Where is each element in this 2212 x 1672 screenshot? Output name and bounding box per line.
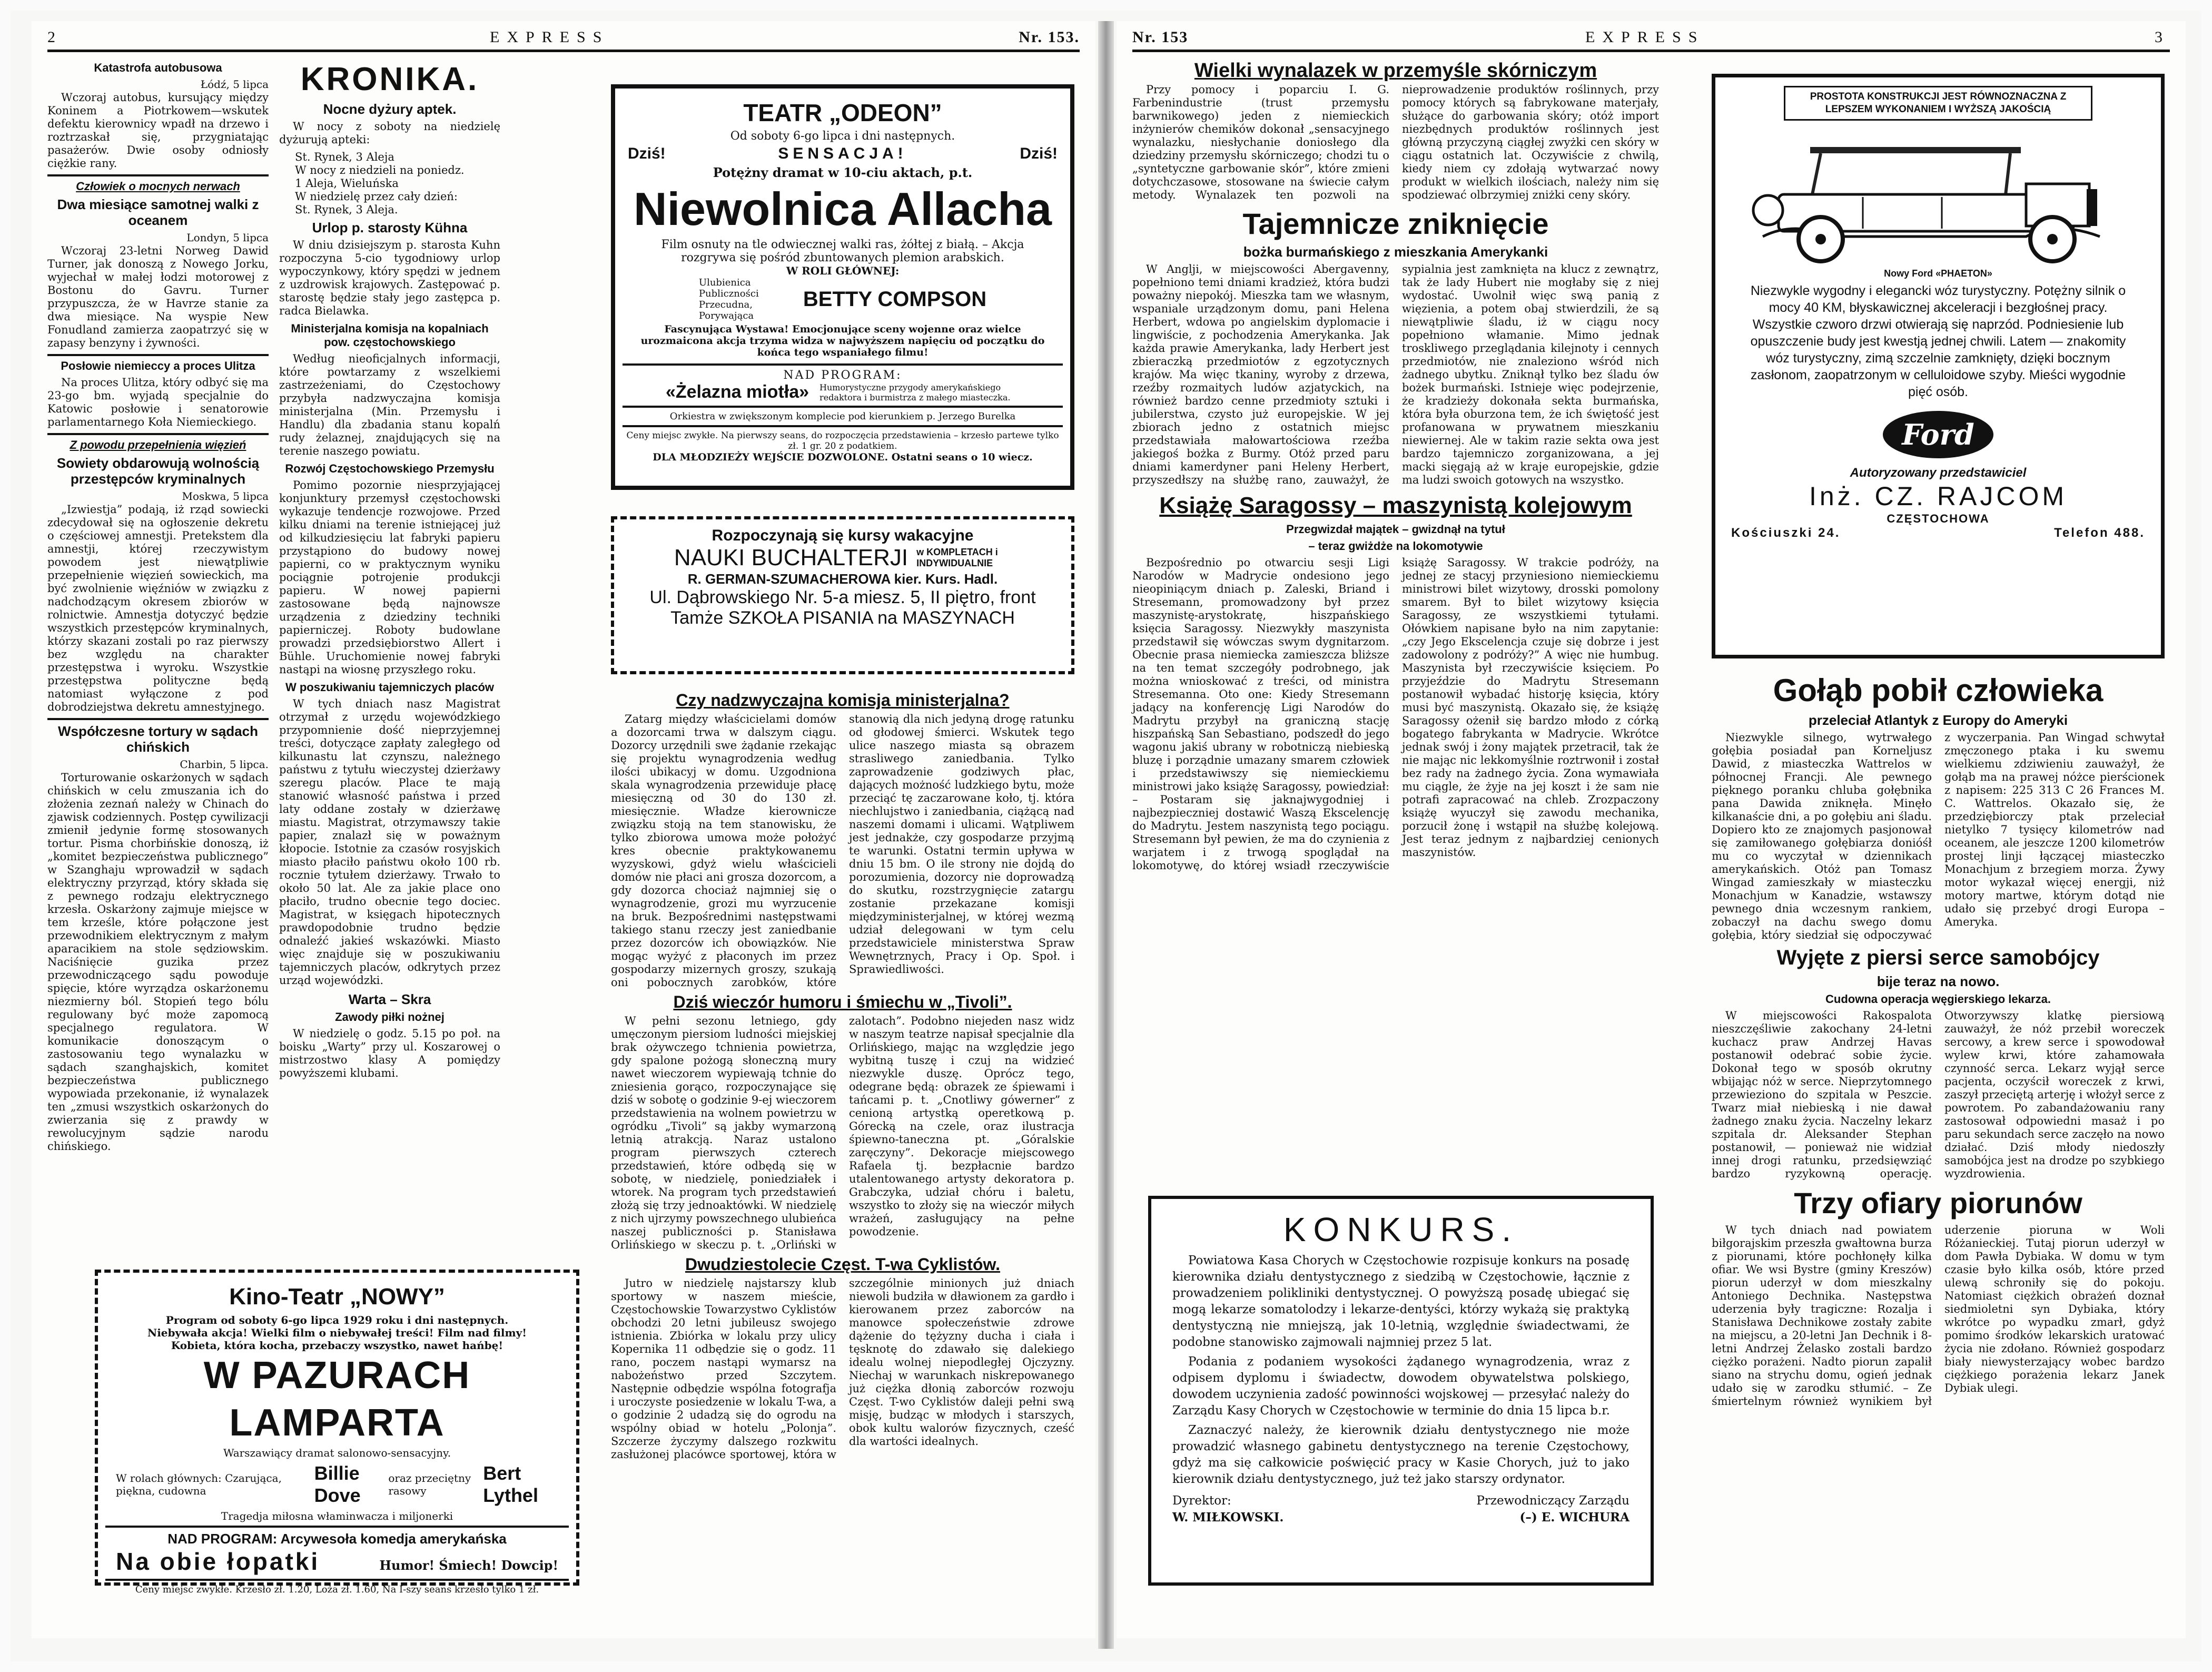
article-text: Torturowanie oskarżonych w sądach chińskich w celu zmuszania ich do złożenia zeznań należy w Chinach do zjawisk codziennych. Postęp cywilizacji zmienił jedynie formę stosowanych tortur. Pisma chorbińskie donoszą, iż „komitet bezpieczeństwa publicznego” w Szanghaju wprowadził w sądach elektryczny przyrząd, który składa się z pewnego rodzaju elektrycznego krzesła. Oskarżony zajmuje miejsce w tem krześle, które połączone jest przewodnikiem elektrycznym z małym aparacikiem na stole sędziowskim. Naciśnięcie guzika przez przewodniczącego sądu powoduje spięcie, które wyrządza oskarżonemu niezmierny ból. Stopień tego bólu regulowany być może zapomocą specjalnego regulatora. W komunikacie donoszącym o zastosowaniu tego wynalazku w sądach szanghajskich, komitet bezpieczeństwa publicznego wypowiada przekonanie, iż wynalazek ten „zmusi wszystkich oskarżonych do zwierzania się z prawdy w rewolucyjnym sądzie narodu chińskiego.	[47, 771, 269, 1153]
subheadline: Cudowna operacja węgierskiego lekarza.	[1825, 992, 2051, 1006]
ad-word: Dziś!	[628, 145, 666, 162]
film-title: W PAZURACH LAMPARTA	[203, 1354, 471, 1444]
article-text: Bezpośrednio po otwarciu sesji Ligi Narodów w Madrycie ondesiono jego nieopiniącym dniach p. Zaleski, Briand i Stresemann, promowadzony był przez maszynistę-arystokratę, hiszpańskiego księcia Saragossy. Niezwykły maszynista przedstawił się wówczas swym dygnitarzom. Obecnie prasa niemiecka zamieszcza bliższe na ten temat szczegóły podrobnego, jak można wnioskować z treści, od ministra Stresemanna. Oto one: Kiedy Stresemann jadący na konferencję Ligi Narodów do Madrytu przybył na graniczną stację hiszpańską San Sebastiano, podszedł do jego wagonu jakiś ubrany w robotniczą niebieską bluzę i porządnie umazany smarem człowiek i przedstawiwszy się niemieckiemu ministrowi jako książę Saragossy, powiedział: – Postaram się jaknajwygodniej i najbezpieczniej dostawić Waszą Ekscelencję do Madrytu. Jestem naszynistą tego pociągu. Stresemann był pewien, że ma do czynienia z warjatem i z trwogą spoglądał na lokomotywę, do której wsiadł rzeczywiście książę Saragossy. W trakcie podróży, na jednej ze stacyj przyniesiono niemieckiemu ministrowi bilet wizytowy, drosski pomolony smarem. Był to bilet wizytowy księcia Saragossy, ze wszystkiemi tytułami. Ołówkiem napisane było na nim zapytanie: „czy Jego Ekscelencja czuje się dobrze i jest zadowolony z podróży?” A więc nie humbug. Maszynista był rzeczywiście księciem. Po przyjeździe do Madrytu Stresemann postanowił wybadać historję księcia, który musi być maszynistą. Okazało się, że książę Saragossy ożenił się bardzo młodo z córką bogatego fabrykanta w Madrycie. Wkrótce jednak swój i żony majątek przetracił, tak że nie mając nic lekkomyślnie roztrwonił i został bez rady na żadnego życia. Zona wymawiała mu ciągle, że żyje na jej koszt i że sam nie potrafi zapracować na chleb. Zrozpaczony książę wyuczył się zawodu mechanika, porzucił żonę i wstąpił na służbę kolejową. Jest teraz jednym z najbardziej cenionych maszynistów.	[1132, 556, 1659, 872]
dateline: Moskwa, 5 lipca	[182, 490, 269, 503]
dealer-phone: Telefon 488.	[2054, 526, 2145, 540]
subheadline: przeleciał Atlantyk z Europy do Ameryki	[1808, 712, 2068, 728]
divider	[623, 425, 1063, 427]
subheadline: Przegwizdał majątek – gwizdnął na tytuł	[1286, 523, 1505, 536]
ad-line: Program od soboty 6-go lipca 1929 roku i dni następnych.	[165, 1314, 509, 1326]
kino-nowy-ad	[95, 1270, 579, 1595]
signature-name: W. MIŁKOWSKI.	[1172, 1510, 1284, 1525]
ad-line: W ROLI GŁÓWNEJ:	[786, 264, 900, 277]
list-item: 1 Aleja, Wieluńska	[295, 177, 399, 190]
headline: Współczesne tortury w sądach chińskich	[58, 723, 258, 755]
notice-text: Powiatowa Kasa Chorych w Częstochowie rozpisuje konkurs na posadę kierownika działu dentystycznego z siedzibą w Częstochowie, łącznie z prowadzeniem polikliniki dentystycznej. O powyższą posadę ubiegać się mogą lekarze somatolodzy i lekarze-dentyści, którzy wykażą się praktyką dentystyczną nie mniejszą, jak 10-letnią, względnie świadectwami, że podobne stanowisko zajmowali najmniej przez 5 lat.	[1172, 1254, 1630, 1349]
subheadline: – teraz gwiżdże na lokomotywie	[1308, 539, 1483, 553]
ad-tagline: PROSTOTA KONSTRUKCJI JEST RÓWNOZNACZNA Z LEPSZEM WYKONANIEM I WYŻSZĄ JAKOŚCIĄ	[1810, 91, 2067, 115]
dateline: Charbin, 5 lipca.	[180, 758, 269, 771]
ad-line: oraz przeciętny rasowy	[388, 1472, 471, 1497]
ad-tagline-box	[1784, 86, 2092, 121]
ad-line: NAUKI BUCHALTERJI	[674, 545, 908, 571]
subheadline: Zawody piłki nożnej	[335, 1010, 445, 1024]
kicker: Człowiek o mocnych nerwach	[76, 180, 240, 193]
headline: Tajemnicze zniknięcie	[1242, 207, 1549, 240]
ad-line: Niebywała akcja! Wielki film o niebywałej treści! Film nad filmy!	[147, 1326, 527, 1339]
ad-line: Tragedja miłosna właminwacza i miljonerki	[221, 1510, 453, 1522]
ad-line: NAD PROGRAM:	[783, 369, 902, 382]
signature-name: (–) E. WICHURA	[1519, 1510, 1630, 1525]
ad-line: W rolach głównych: Czarująca, piękna, cudowna	[116, 1472, 282, 1497]
newspaper-spread	[11, 11, 2201, 1661]
ad-line: Film osnuty na tle odwiecznej walki ras, żółtej z białą. – Akcja rozgrywa się pośród zbuntowanych plemion arabskich.	[661, 238, 1024, 264]
subheadline: bożka burmańskiego z mieszkania Amerykanki	[1243, 244, 1548, 260]
ad-line: Kobieta, która kocha, przebaczy wszystko, nawet hańbę!	[171, 1339, 503, 1352]
headline: Katastrofa autobusowa	[94, 61, 222, 74]
star-name: BETTY COMPSON	[803, 287, 987, 311]
headline: Ministerjalna komisja na kopalniach pow. częstochowskiego	[291, 322, 489, 349]
film-title: Niewolnica Allacha	[634, 183, 1052, 235]
ad-line: R. GERMAN-SZUMACHEROWA kier. Kurs. Hadl.	[687, 571, 998, 587]
ad-word: Dziś!	[1020, 145, 1058, 162]
ad-text: Niezwykle wygodny i elegancki wóz turystyczny. Potężny silnik o mocy 40 KM, błyskawicznej akceleracji i bezgłośnej pracy. Wszystkie czworo drzwi otwierają się naprzód. Podniesienie lub opuszczenie budy jest kwestją jednej chwili. Latem — znakomity wóz turystyczny, zimą szczelnie zamknięty, dzięki bocznym zasłonom, zaopatrzonym w celluloidowe szyby. Mieści wygodnie pięć osób.	[1750, 283, 2126, 399]
kicker: Z powodu przepełnienia więzień	[70, 438, 246, 451]
left-header	[47, 26, 1080, 52]
divider	[47, 718, 269, 720]
ad-line: Fascynująca Wystawa! Emocjonujące sceny wojenne oraz wielce urozmaicona akcja trzyma widza w najwyższem napięciu od początku do końca tego wspaniałego filmu!	[640, 323, 1045, 358]
course-line	[626, 545, 1060, 571]
ad-line: Orkiestra w zwiększonym komplecie pod kierunkiem p. Jerzego Burelka	[669, 411, 1016, 422]
headline: Dwudziestolecie Częst. T-wa Cyklistów.	[685, 1255, 1001, 1274]
article-text: W miejscowości Rakospalota nieszczęśliwie zakochany 24-letni kuchacz praw Andrzej Havas postanowił odebrać sobie życie. Dokonał tego w sposób okrutny wbijając nóż w serce. Nieprzytomnego przewieziono do szpitala w Peszcie. Twarz miał niebieską i nie dawał żadnego znaku życia. Naczelny lekarz szpitala dr. Aleksander Stephan postanowił, — ponieważ nie widział innej drogi ratunku, przedsięwziąć bardzo ryzykowną operację. Otworzywszy klatkę piersiową zauważył, że nóż przebił woreczek sercowy, a krew serce i spowodował wylew krwi, które zahamowała czynność serca. Lekarz wyjął serce pacjenta, oczyścił woreczek z krwi, zaszył przeciętą arterję i włożył serce z powrotem. Po zabandażowaniu rany zastosował odpowiedni masaż i po paru sekundach serce zaczęło na nowo działać. Dziś młody niedoszły samobójca jest na drodze po szybkiego wyzdrowienia.	[1712, 1009, 2165, 1180]
pharmacy-list	[279, 151, 500, 217]
prices: Ceny miejsc zwykłe. Krzesło zł. 1.20, Loża zł. 1.60, Na I-szy seans krzesło tylko 1 zł.	[135, 1584, 539, 1595]
section-title: KRONIKA.	[300, 61, 479, 97]
ad-line: Warszawiący dramat salonowo-sensacyjny.	[223, 1447, 451, 1459]
article-text: W tych dniach nasz Magistrat otrzymał z urzędu wojewódzkiego przypomnienie dość nieprzyjemnej treści, dotyczące zapłaty zaległego od kilkunastu lat czynszu, należnego państwu z tytułu wieczystej dzierżawy szeregu placów. Place te mają stanowić własność państwa i przed laty oddane zostały w dzierżawę miastu. Magistrat, otrzymawszy takie papier, znalazł się w poważnym kłopocie. Istotnie za czasów rosyjskich miasto płaciło państwu około 100 rb. rocznie tytułem dzierżawy. Trwało to około 50 lat. Ale za jakie place ono płaciło, trudno obecnie tego dociec. Magistrat, w księgach hipotecznych prawdopodobnie trudno będzie odnaleźć jakieś wskazówki. Miasto więc znajduje się w poszukiwaniu tajemniczych placów, odkrytych przez urząd wojewódzki.	[279, 697, 500, 987]
extra-program	[105, 1531, 569, 1547]
ad-line: Ulubienica Publiczności Przecudna, Porywająca	[698, 277, 759, 321]
notice-text: Zaznaczyć należy, że kierownik działu dentystycznego nie może prowadzić własnego gabinetu dentystycznego na terenie Częstochowy, gdyż ma się całkowicie poświęcić pracy w Kasie Chorych, już to jako kierownik działu dentystycznego, już też jako starszy ordynator.	[1172, 1423, 1630, 1486]
extra-desc: Arcywesoła komedja amerykańska	[280, 1531, 507, 1547]
ad-title: TEATR „ODEON”	[743, 99, 942, 126]
right-header	[1132, 26, 2170, 52]
star-name: Billie Dove	[314, 1462, 361, 1506]
dateline: Londyn, 5 lipca	[186, 231, 269, 244]
ad-line: Ceny miejsc zwykłe. Na pierwszy seans, do rozpoczęcia przedstawienia – krzesło partewe tylko zł. 1 gr. 20 z podatkiem.	[626, 430, 1059, 451]
ad-line: Od soboty 6-go lipca i dni następnych.	[730, 130, 955, 143]
article-text: Wczoraj autobus, kursujący między Koninem a Piotrkowem—wskutek defektu kierownicy wpadł na drzewo i roztrzaskał się, przygniatając pasażerów. Dwie osoby odniosły ciężkie rany.	[47, 91, 269, 170]
headline: Rozwój Częstochowskiego Przemysłu	[285, 462, 495, 475]
subheadline: bije teraz na nowo.	[1877, 973, 2000, 989]
divider	[105, 1579, 569, 1581]
dealer-contact	[1731, 526, 2145, 540]
ford-logo-text: Ford	[1902, 418, 1974, 451]
headline: Wyjęte z piersi serce samobójcy	[1776, 946, 2100, 969]
column-1	[47, 58, 269, 1306]
divider	[105, 1526, 569, 1528]
page-number: 2	[47, 28, 63, 46]
column-3-4	[611, 687, 1074, 1615]
ad-title: Kino-Teatr „NOWY”	[229, 1284, 445, 1310]
extra-line	[623, 382, 1063, 402]
cast-line	[105, 1459, 569, 1510]
article-text: Niezwykle silnego, wytrwałego gołębia posiadał pan Korneljusz Dawid, z miasteczka Wattrelos w północnej Francji. Ale pewnego pięknego poranku chluba gołębnika pana Dawida zniknęła. Minęło kilkanaście dni, a po gołębiu ani śladu. Dopiero kto ze znajomych pasjonował się zamiłowanego gołębiarza donióśł mu co wyczytał w dziennikach amerykańskich. Otóż pan Tomasz Wingad zamieszkały w miasteczku Monachjum w Kanadzie, wstawszy pewnego dnia wczesnym rankiem, zobaczył na dachu swego domu gołębia, który siedział się odpoczywać z wyczerpania. Pan Wingad schwytał zmęczonego ptaka i ku swemu wielkiemu zdziwieniu zauważył, że gołąb ma na prawej nóżce pierścionek z napisem: 225 313 C 26 Frances M. C. Wattrelos. Okazało się, że przedziębiorczy ptak przeleciał nietylko 7 tysięcy kilometrów nad oceanem, ale jeszcze 1200 kilometrów prostej linji łączącej miasteczko Monachjum z brzegiem morza. Żywy motor wykazał więcej energji, niż motory martwe, którym dotąd nie udało się przebyć drogi Europa – Ameryka.	[1712, 731, 2165, 941]
teatr-odeon-ad	[611, 84, 1074, 490]
ford-logo	[1883, 411, 1993, 458]
list-item: W niedzielę przez cały dzień:	[295, 190, 458, 203]
column-3-4	[1712, 669, 2165, 1622]
page-fold	[1098, 21, 1114, 1649]
headline: Posłowie niemieccy a proces Ulitza	[61, 359, 255, 372]
divider	[623, 363, 1063, 366]
extra-label: NAD PROGRAM:	[167, 1531, 278, 1547]
headline: Warta – Skra	[348, 991, 431, 1007]
dealer-city: CZĘSTOCHOWA	[1887, 512, 1990, 525]
right-page	[1117, 21, 2186, 1638]
list-item: St. Rynek, 3 Aleja	[295, 151, 394, 163]
signature-label: Dyrektor:	[1172, 1494, 1231, 1508]
page-number: 3	[2155, 28, 2170, 46]
headline: Wielki wynalazek w przemyśle skórniczym	[1194, 60, 1597, 82]
headline: Dwa miesiące samotnej walki z oceanem	[57, 196, 259, 228]
kursy-ad	[611, 516, 1074, 674]
headline: Dziś wieczór humoru i śmiechu w „Tivoli”.	[673, 992, 1012, 1011]
article-text: Jutro w niedzielę najstarszy klub sportowy w naszem mieście, Częstochowskie Towarzystwo Cyklistów obchodzi 20 letni jubileusz swojego istnienia. Zbiórka w lokalu przy ulicy Kopernika 11 odbędzie się o godz. 11 rano, poczem nastąpi wymarsz na nabożeństwo przed Szczytem. Następnie odbędzie wspólna fotografja i uroczyste posiedzenie w lokalu T-wa, a o godzinie 2 udadzą się do ogrodu na wspólny obiad w hotelu „Polonja”. Szczerze życzymy dalszego rozkwitu zasłużonej placówce sportowej, która w szczególnie minionych już dniach niewoli budziła w dławionem za gardło i kierowanem przez zaborców na manowce społeczeństwie zdrowe dążenie do tężyzny ducha i ciała i tęsknotę do zdawało się dalekiego idealu wolnej niepodległej Ojczyzny. Niechaj w warunkach niskrepowanego już ciężka dłonią zaborców rozwoju Częst. T-wo Cyklistów daleji pełni swą misję, budząc w młodych i starszych, obok kultu walorów fizycznych, cześć dla wartości idealnych.	[611, 1277, 1074, 1461]
column-2	[279, 58, 500, 1259]
ad-line: DLA MŁODZIEŻY WEJŚCIE DOZWOLONE. Ostatni seans o 10 wiecz.	[653, 451, 1033, 463]
headline: Gołąb pobił człowieka	[1773, 673, 2104, 708]
konkurs-notice	[1148, 1196, 1654, 1586]
headline: Czy nadzwyczajna komisja ministerjalna?	[676, 691, 1010, 710]
masthead: EXPRESS	[490, 28, 609, 46]
ford-ad	[1712, 74, 2165, 658]
extra-desc: Humorystyczne przygody amerykańskiego redaktora i burmistrza z małego miasteczka.	[819, 382, 1011, 402]
notice-title: KONKURS.	[1283, 1211, 1519, 1248]
headline: Urlop p. starosty Kühna	[312, 220, 468, 235]
star-name: Bert Lythel	[483, 1462, 538, 1506]
ad-caption: Nowy Ford «PHAETON»	[1884, 268, 1992, 279]
car-illustration	[1731, 126, 2147, 268]
article-text: W nocy z soboty na niedzielę dyżurują apteki:	[279, 120, 500, 146]
ad-line: Potężny dramat w 10-ciu aktach, p.t.	[713, 165, 973, 180]
dateline: Łódź, 5 lipca	[200, 78, 269, 91]
headline: Książę Saragossy – maszynistą kolejowym	[1159, 493, 1632, 518]
ad-line: w KOMPLETACH i INDYWIDUALNIE	[916, 547, 998, 568]
ad-word: SENSACJA!	[778, 145, 907, 162]
signature-label: Przewodniczący Zarządu	[1476, 1494, 1630, 1508]
article-text: W pełni sezonu letniego, gdy umęczonym piersiom ludności miejskiej brak ożywczego tchnienia powietrza, gdy spalone pożogą słoneczną mury nawet wieczorem wypiewają tchnie do zniesienia gorąco, rozpoczynające się dziś w sobotę o godzinie 9-ej wieczorem przedstawienia na wolnem powietrzu w ogródku „Tivoli” są jakby wymarzoną letnią atrakcją. Naraz ustalono program pierwszych czterech przedstawień, które odbędą się w sobotę, w niedzielę, poniedziałek i wtorek. Na program tych przedstawień złożą się trzy jednoaktówki. W niedzielę z nich ujrzymy powszechnego ulubieńca naszej publiczności p. Stanisława Orlińskiego w skeczu p. t. „Orliński w zalotach”. Podobno niejeden nasz widz w naszym teatrze napisał specjalnie dla Orlińskiego, mając na względzie jego wybitną tuszę i czuj na widzieć niezwykle duszę. Oprócz tego, odegrane będą: obrazek ze śpiewami i tańcami p. t. „Cnotliwy gówerner” z cenioną artystką operetkową p. Górecką na czele, oraz ilustracja śpiewno-taneczna pt. „Góralskie zaręczyny”. Dekoracje miejscowego Rafaela tj. bezpłacnie bardzo utalentowanego artysty dekoratora p. Grabczyka, udział chóru i baletu, wszystko to złoży się na wieczór miłych wrażeń, zasługujący na pełne powodzenie.	[611, 1015, 1074, 1251]
left-page	[32, 21, 1095, 1638]
article-text: Pomimo pozornie niesprzyjającej konjunktury przemysł częstochowski wykazuje tendencje rozwojowe. Przed kilku dniami na terenie istniejącej już od kilkudziesięciu lat fabryki papieru przystąpiono do budowy nowej papierni, co w praktycznym wyniku pociągnie potrojenie produkcji papieru. W nowej papierni zastosowane będą najnowsze urządzenia z dziedziny techniki papierniczej. Roboty budowlane prowadzi przedsiębiorstwo Allert i Bühle. Uruchomienie nowej fabryki nastąpi na wiosnę przyszłego roku.	[279, 479, 500, 676]
article-text: Przy pomocy i poparciu I. G. Farbenindustrie (trust przemysłu barwnikowego) jeden z niemieckich inżynierów chemików dokonał „sensacyjnego wynalazku, niesłychanie doniosłego dla dziedziny przemysłu skórniczego; chodzi tu o „syntetyczne garbowanie skór”, które zmieni dotychczasowe, stosowane na świecie całym metody. Wynalazek ten pozwoli na nieprowadzenie produktów roślinnych, przy pomocy których są fabrykowane materjały, służące do garbowania skóry; otóż import niezbędnych produktów roślinnych jest główną przyczyną ciągłej zwyżki cen skóry w ciągu ostatnich lat. Oczywiście z chwilą, kiedy niem cy zdołają wytwarzać nowy produkt w wielkich ilościach, należy nim się spodziewać olbrzymiej zniżki ceny skóry.	[1132, 83, 1659, 201]
star-line	[623, 277, 1063, 321]
article-text: W Anglji, w miejscowości Abergavenny, popełniono temi dniami kradzież, która budzi poważny niepokój. Mieszka tam we własnym, wspaniale urządzonym domu, pani Helena Herbert, wdowa po angielskim dyplomacie i lingwiście, z pochodzenia Amerykanka. Jak każda prawie Amerykanka, lady Herbert jest zbieraczką przedmiotów z egzotycznych krajów. Ma więc tkaniny, wyroby z drzewa, rzeźby rozmaitych ludów azjatyckich, na również bardzo cenne przedmioty sztuki i jubilerstwa, czysto już europejskie. W jej zbiorach jedno z ostatnich miejsc przedstawiała małowartościowa rzeźba jakiegoś bożka z Burmy. Otóż przed paru dniami kamerdyner pani Heleny Herbert, przyszedłszy na służbę rano, zauważył, że sypialnia jest zamknięta na klucz z zewnątrz, tak że lady Hubert nie mogłaby się z niej wydostać. Uwolnił więc swą panią z więzienia, a potem obaj stwierdzili, że są niewątpliwie śladu, iż w ciągu nocy popełniono włamanie. Mimo jednak troskliwego przeglądania kilejnoty i cennych przedmiotów, nie znaleziono wśród nich żadnego ubytku. Zniknął tylko bez śladu ów bożek burmański. Istnieje więc podejrzenie, że kradzieży dokonała sekta burmańska, która była oburzona tem, że ich świętość jest profanowana w prywatnem mieszkaniu niewiernej. Ale w takim razie sekta owa jest bardzo tajemniczo zorganizowana, a jej macki sięgają aż w kraje europejskie, gdzie ma ludzi swoich gotowych na wszystko.	[1132, 263, 1659, 486]
article-text: Według nieoficjalnych informacji, które powtarzamy z wszelkiemi zastrzeżeniami, do Częstochowy przybyła nadzwyczajna komisja ministerjalna (Min. Przemysłu i Handlu) dla zbadania stanu kopalń rudy żelaznej, znajdujących się na terenie naszego powiatu.	[279, 352, 500, 457]
divider	[623, 406, 1063, 408]
list-item: St. Rynek, 3 Aleja.	[295, 203, 398, 216]
column-1-2	[1132, 58, 1659, 1185]
comedy-title: Na obie łopatki	[116, 1548, 320, 1575]
comedy-tagline: Humor! Śmiech! Dowcip!	[379, 1558, 558, 1573]
article-text: W dniu dzisiejszym p. starosta Kuhn rozpoczyna 5-cio tygodniowy urlop wypoczynkowy, który spędzi w jednem z uzdrowisk krajowych. Zastępować p. starostę będzie stały jego zastępca p. radca Bielawka.	[279, 239, 500, 317]
signature-left	[1172, 1493, 1283, 1526]
divider	[47, 174, 269, 176]
ad-line: Rozpoczynają się kursy wakacyjne	[712, 527, 974, 544]
headline: Sowiety obdarowują wolnością przestępców kryminalnych	[56, 455, 260, 487]
list-item: W nocy z niedzieli na poniedz.	[295, 164, 465, 176]
ad-line: Ul. Dąbrowskiego Nr. 5-a miesz. 5, II piętro, front	[649, 587, 1036, 607]
article-text: W niedzielę o godz. 5.15 po poł. na boisku „Warty” przy ul. Koszarowej o mistrzostwo klasy A pomiędzy powyższemi klubami.	[279, 1027, 500, 1079]
article-text: Zatarg między właścicielami domów a dozorcami trwa w dalszym ciągu. Dozorcy urzędnili swe żądanie rzekając się projektu wynagrodzenia według ilości ubikacyj w domu. Uzgodniona skala wynagrodzenia przewiduje płacę miesięczną od 30 do 130 zł. miesięcznie. Władze kierownicze związku stoją na tem stanowisku, że tylko zbiorowa umowa może położyć kres obecnie praktykowanemu wyzyskowi, gdyż wielu właścicieli domów nie płaci ani grosza dozorcom, a gdy dozorca chociaż najmniej się o wynagrodzenie, grozi mu wyrzucenie na bruk. Bezpośrednimi następstwami takiego stanu rzeczy jest zaniedbanie przez dozorców ich obowiązków. Nie mogąc wyżyć z płaconych im przez gospodarzy mizernych groszy, szukają oni pobocznych zarobków, które stanowią dla nich jedyną drogę ratunku od głodowej śmierci. Wskutek tego ulice naszego miasta są obrazem strasliwego zaniedbania. Tylko zaprowadzenie godziwych płac, dających możność ludzkiego bytu, może przeciąć tę zaczarowane koło, tj. która niechlujstwo i zaniedbania, ciążącą nad naszemi domami i ulicami. Wątpliwem jest jednakże, czy gospodarze przyjmą te warunki. Ostatni termin upływa w dniu 15 bm. O ile strony nie dojdą do porozumienia, dozorcy nie doprowadzą do skutku, rozstrzygnięcie zatargu zostanie przekazane komisji międzyministerjalnej, w której wezmą udział delegowani w tym celu przedstawiciele ministerstwa Spraw Wewnętrznych, Pracy i Op. Społ. i Sprawiedliwości.	[611, 713, 1074, 989]
ad-line: Tamże SZKOŁA PISANIA na MASZYNACH	[670, 608, 1015, 628]
headline: W poszukiwaniu tajemniczych placów	[285, 681, 495, 694]
signatures	[1172, 1493, 1630, 1526]
divider	[47, 354, 269, 356]
article-text: „Izwiestja” podają, iż rząd sowiecki zdecydował się na ogłoszenie dekretu o częściowej amnestji. Pretekstem dla amnestji, której rzeczywistym powodem jest niewątpliwie przepełnienie więzień sowieckich, ma być zwolnienie więźniów w związku z nadchodzącym okresem zbiorów w rolnictwie. Amnestja dotyczyć będzie wszystkich przestępców kryminalnych, którzy skazani zostali po raz pierwszy bez względu na charakter przestępstwa i wyroku. Wszystkie przestępstwa polityczne będą natomiast wyłączone z pod dobrodziejstwa dekretu amnestyjnego.	[47, 503, 269, 713]
masthead: EXPRESS	[1585, 28, 1705, 46]
dealer-name: Inż. CZ. RAJCOM	[1809, 481, 2068, 511]
notice-text: Podania z podaniem wysokości żądanego wynagrodzenia, wraz z odpisem dyplomu i świadectw, dowodem obywatelstwa polskiego, dowodem uczynienia zadość powinności wojskowej — przesyłać należy do Zarządu Kasy Chorych w Częstochowie w terminie do dnia 15 lipca b.r.	[1172, 1355, 1630, 1418]
headline: Trzy ofiary piorunów	[1794, 1186, 2082, 1219]
issue-number: Nr. 153	[1132, 28, 1189, 46]
sensation-line	[623, 143, 1063, 165]
dealer-address: Kościuszki 24.	[1731, 526, 1841, 540]
article-text: Na proces Ulitza, który odbyć się ma 23-go bm. wyjadą specjalnie do Katowic posłowie i senatorowie parlamentarnego Koła Niemieckiego.	[47, 376, 269, 428]
divider	[47, 433, 269, 435]
extra-title: «Żelazna miotła»	[665, 382, 809, 402]
headline: Nocne dyżury aptek.	[323, 101, 457, 117]
dealer-label: Autoryzowany przedstawiciel	[1850, 466, 2027, 480]
article-text: W tych dniach nad powiatem biłgorajskim przeszła gwałtowna burza z piorunami, które pochłonęły kilka ofiar. We wsi Bystre (gminy Kreszów) piorun uderzył w dom mieszkalny Antoniego Dechnika. Następstwa uderzenia były tragiczne: Rozalja i Stanisława Dechnikowe zostały zabite na miejscu, a 20-letni Jan Dechnik i 8-letni Andrzej Żelasko zostali bardzo ciężko porażeni. Nadto piorun zapalił siano na strychu domu, ogień jednak udało się w zarodku stłumić. – Ze śmiertelnym również wynikiem był uderzenie pioruna w Woli Różanieckiej. Tutaj piorun uderzył w dom Pawła Dybiaka. W domu w tym czasie było kilka osób, które przed ulewą schroniły się do pokoju. Natomiast ciężkich obrażeń doznał siedmioletni syn Dybiaka, który wkrótce po wypadku zmarł, gdyż pomimo środków lekarskich uratować życia nie zdołano. Również gospodarz biały niewysterzający wobec bardzo ciężkiego porażenia lekarz Janek Dybiak ulegi.	[1712, 1224, 2165, 1408]
article-text: Wczoraj 23-letni Norweg Dawid Turner, jak donoszą z Nowego Jorku, wyjechał w małej łodzi motorowej z Bostonu do Gavru. Turner przypuszcza, że w Havrze stanie za dwa miesiące. Na wyspie New Fonudland zamierza zaopatrzyć się w zapasy benzyny i żywności.	[47, 244, 269, 349]
comedy-line	[105, 1547, 569, 1576]
issue-number: Nr. 153.	[1019, 28, 1080, 46]
signature-right	[1476, 1493, 1630, 1526]
